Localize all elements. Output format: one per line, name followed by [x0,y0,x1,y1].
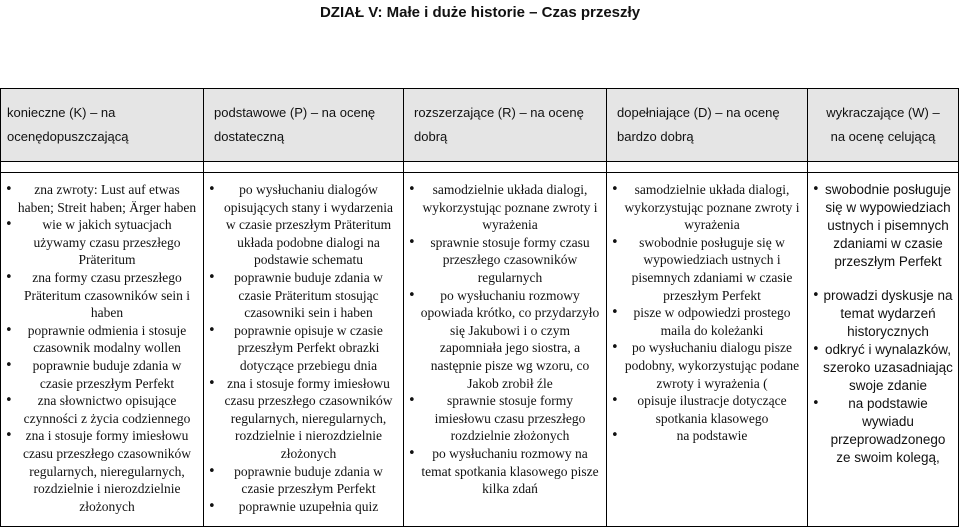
header-cell-r [404,89,607,162]
header-k: konieczne (K) – na ocenędopuszczającą [7,105,129,144]
list-item: • opisuje ilustracje dotyczące spotkania klasowego [611,392,803,427]
column-r [404,173,607,527]
list-item: • swobodnie posługuje się w wypowiedziach ustnych i pisemnych zdaniami w czasie przeszłym Perfekt [812,181,954,271]
requirements-list-r [404,173,606,498]
list-item: • po wysłuchaniu rozmowy opowiada krótko, co przydarzyło się Jakubowi i o czym zapomniała jego siostra, a następnie pisze wg wzoru, co Jakob zrobił źle [408,287,602,393]
list-item: • poprawnie opisuje w czasie przeszłym Perfekt obrazki dotyczące przebiegu dnia [208,322,399,375]
list-item: • poprawnie buduje zdania w czasie przeszłym Perfekt [208,463,399,498]
list-item: • sprawnie stosuje formy imiesłowu czasu przeszłego rozdzielnie złożonych [408,392,602,445]
header-cell-k [1,89,204,162]
column-w [808,173,959,527]
spacer-cell [404,162,607,173]
list-item: • odkryć i wynalazków, szeroko uzasadniając swoje zdanie [812,341,954,395]
list-item: • na podstawie [611,427,803,445]
header-w: wykraczające (W) – na ocenę celującą [826,105,940,144]
list-item: • zna formy czasu przeszłego Präteritum czasowników sein i haben [5,269,199,322]
page-title: DZIAŁ V: Małe i duże historie – Czas przeszły [319,4,641,21]
spacer-cell [808,162,959,173]
list-item: • swobodnie posługuje się w wypowiedziach ustnych i pisemnych zdaniami w czasie przeszłym Perfekt [611,234,803,304]
header-p: podstawowe (P) – na ocenę dostateczną [214,105,376,144]
requirements-list-k [1,173,203,515]
list-item: • po wysłuchaniu dialogu pisze podobny, wykorzystując podane zwroty i wyrażenia ( [611,339,803,392]
list-item: • po wysłuchaniu dialogów opisujących stany i wydarzenia w czasie przeszłym Präteritum układa podobne dialogi na podstawie schematu [208,181,399,269]
list-item: • prowadzi dyskusje na temat wydarzeń historycznych [812,287,954,341]
header-cell-p [204,89,404,162]
list-item: • samodzielnie układa dialogi, wykorzystując poznane zwroty i wyrażenia [408,181,602,234]
spacer-row [1,162,959,173]
header-d: dopełniające (D) – na ocenę bardzo dobrą [617,105,780,144]
column-k [1,173,204,527]
content-row [1,173,959,527]
header-cell-w [808,89,959,162]
list-item: • wie w jakich sytuacjach używamy czasu przeszłego Präteritum [5,216,199,269]
column-p [204,173,404,527]
list-item: • poprawnie buduje zdania w czasie przeszłym Perfekt [5,357,199,392]
spacer-cell [607,162,808,173]
list-item: • zna zwroty: Lust auf etwas haben; Streit haben; Ärger haben [5,181,199,216]
header-cell-d [607,89,808,162]
list-item: • pisze w odpowiedzi prostego maila do koleżanki [611,304,803,339]
spacer-cell [204,162,404,173]
list-item: • poprawnie uzupełnia quiz [208,498,399,516]
header-r: rozszerzające (R) – na ocenę dobrą [414,105,584,144]
list-item: • samodzielnie układa dialogi, wykorzystując poznane zwroty i wyrażenia [611,181,803,234]
list-item: • poprawnie buduje zdania w czasie Präteritum stosując czasowniki sein i haben [208,269,399,322]
list-item: • po wysłuchaniu rozmowy na temat spotkania klasowego pisze kilka zdań [408,445,602,498]
header-row [1,89,959,162]
column-d [607,173,808,527]
list-item: • poprawnie odmienia i stosuje czasownik modalny wollen [5,322,199,357]
list-item: • zna i stosuje formy imiesłowu czasu przeszłego czasowników regularnych, nieregularnych, rozdzielnie i nierozdzielnie złożonych [208,375,399,463]
list-item: • zna słownictwo opisujące czynności z życia codziennego [5,392,199,427]
requirements-list-p [204,173,403,515]
requirements-list-d [607,173,807,445]
list-item: • na podstawie wywiadu przeprowadzonego ze swoim kolegą, [812,395,954,467]
list-item: • sprawnie stosuje formy czasu przeszłego czasowników regularnych [408,234,602,287]
list-item: • zna i stosuje formy imiesłowu czasu przeszłego czasowników regularnych, nieregularnych, rozdzielnie i nierozdzielnie złożonych [5,427,199,515]
spacer-cell [1,162,204,173]
requirements-table [0,88,959,527]
requirements-list-w [808,173,958,467]
